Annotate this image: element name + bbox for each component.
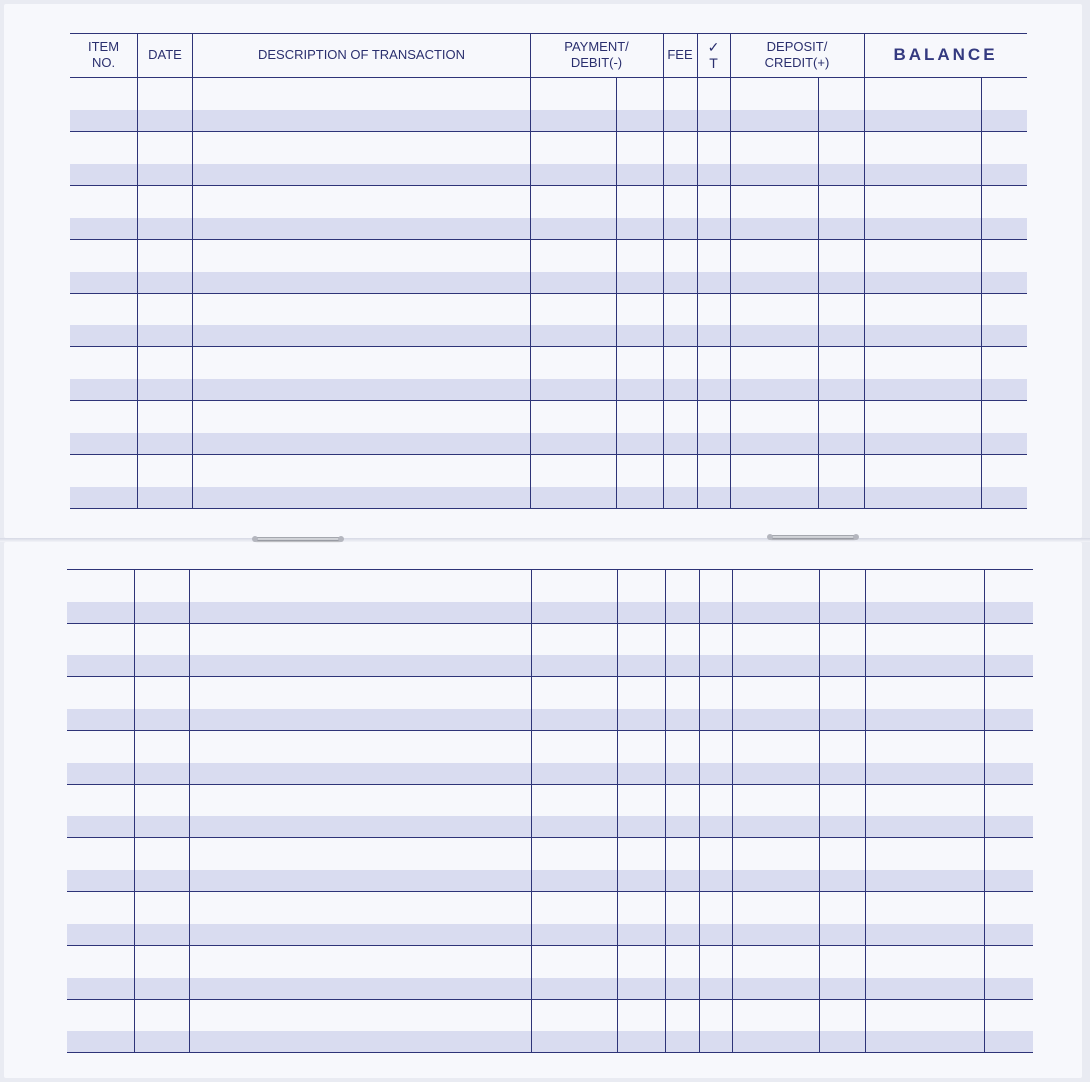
row-shade-band <box>67 924 1033 946</box>
header-deposit-credit: DEPOSIT/ CREDIT(+) <box>764 39 830 70</box>
col-line-payment <box>663 33 664 509</box>
col-line-description <box>531 569 532 1053</box>
header-fee: FEE <box>667 47 693 62</box>
col-line-deposit-cents <box>819 569 820 1053</box>
col-line-deposit <box>865 569 866 1053</box>
header-date: DATE <box>148 47 182 62</box>
register-row <box>70 455 1027 509</box>
col-line-deposit-cents <box>818 77 819 509</box>
col-line-payment-cents <box>617 569 618 1053</box>
row-shade-band <box>70 487 1027 509</box>
col-line-date <box>189 569 190 1053</box>
row-shade-band <box>70 272 1027 294</box>
row-shade-band <box>70 164 1027 186</box>
row-rule <box>70 508 1027 509</box>
header-check-t: ✓ T <box>707 39 720 71</box>
col-line-item <box>137 33 138 509</box>
col-line-fee <box>697 33 698 509</box>
register-row <box>67 731 1033 785</box>
col-line-date <box>192 33 193 509</box>
top-register-grid <box>70 33 1027 509</box>
row-rule <box>67 1052 1033 1053</box>
col-line-item <box>134 569 135 1053</box>
row-shade-band <box>67 978 1033 1000</box>
register-row <box>67 839 1033 893</box>
register-row <box>67 570 1033 624</box>
register-row <box>67 892 1033 946</box>
row-shade-band <box>67 602 1033 624</box>
row-shade-band <box>70 110 1027 132</box>
col-line-payment <box>665 569 666 1053</box>
col-line-check <box>732 569 733 1053</box>
register-row <box>67 785 1033 839</box>
row-shade-band <box>67 709 1033 731</box>
register-row <box>70 240 1027 294</box>
col-line-check <box>730 33 731 509</box>
col-line-balance-cents <box>981 77 982 509</box>
row-shade-band <box>70 433 1027 455</box>
header-description: DESCRIPTION OF TRANSACTION <box>257 47 466 62</box>
col-line-payment-cents <box>616 77 617 509</box>
register-row <box>67 1000 1033 1054</box>
row-shade-band <box>70 325 1027 347</box>
register-row <box>70 401 1027 455</box>
col-line-fee <box>699 569 700 1053</box>
row-shade-band <box>67 870 1033 892</box>
col-line-deposit <box>864 33 865 509</box>
col-line-balance-cents <box>984 569 985 1053</box>
row-shade-band <box>67 655 1033 677</box>
col-line-description <box>530 33 531 509</box>
header-item-no: ITEM NO. <box>87 39 120 70</box>
register-row <box>70 132 1027 186</box>
row-shade-band <box>67 763 1033 785</box>
header-balance: BALANCE <box>893 45 998 64</box>
register-row <box>67 624 1033 678</box>
left-staple <box>255 537 341 541</box>
row-shade-band <box>70 218 1027 240</box>
register-row <box>70 294 1027 348</box>
register-row <box>70 186 1027 240</box>
header-payment-debit: PAYMENT/ DEBIT(-) <box>564 39 629 70</box>
row-shade-band <box>67 816 1033 838</box>
bottom-register-grid <box>67 569 1033 1053</box>
row-shade-band <box>70 379 1027 401</box>
register-row <box>67 946 1033 1000</box>
register-row <box>70 78 1027 132</box>
register-row <box>70 348 1027 402</box>
row-shade-band <box>67 1031 1033 1053</box>
right-staple <box>770 535 856 539</box>
register-row <box>67 677 1033 731</box>
